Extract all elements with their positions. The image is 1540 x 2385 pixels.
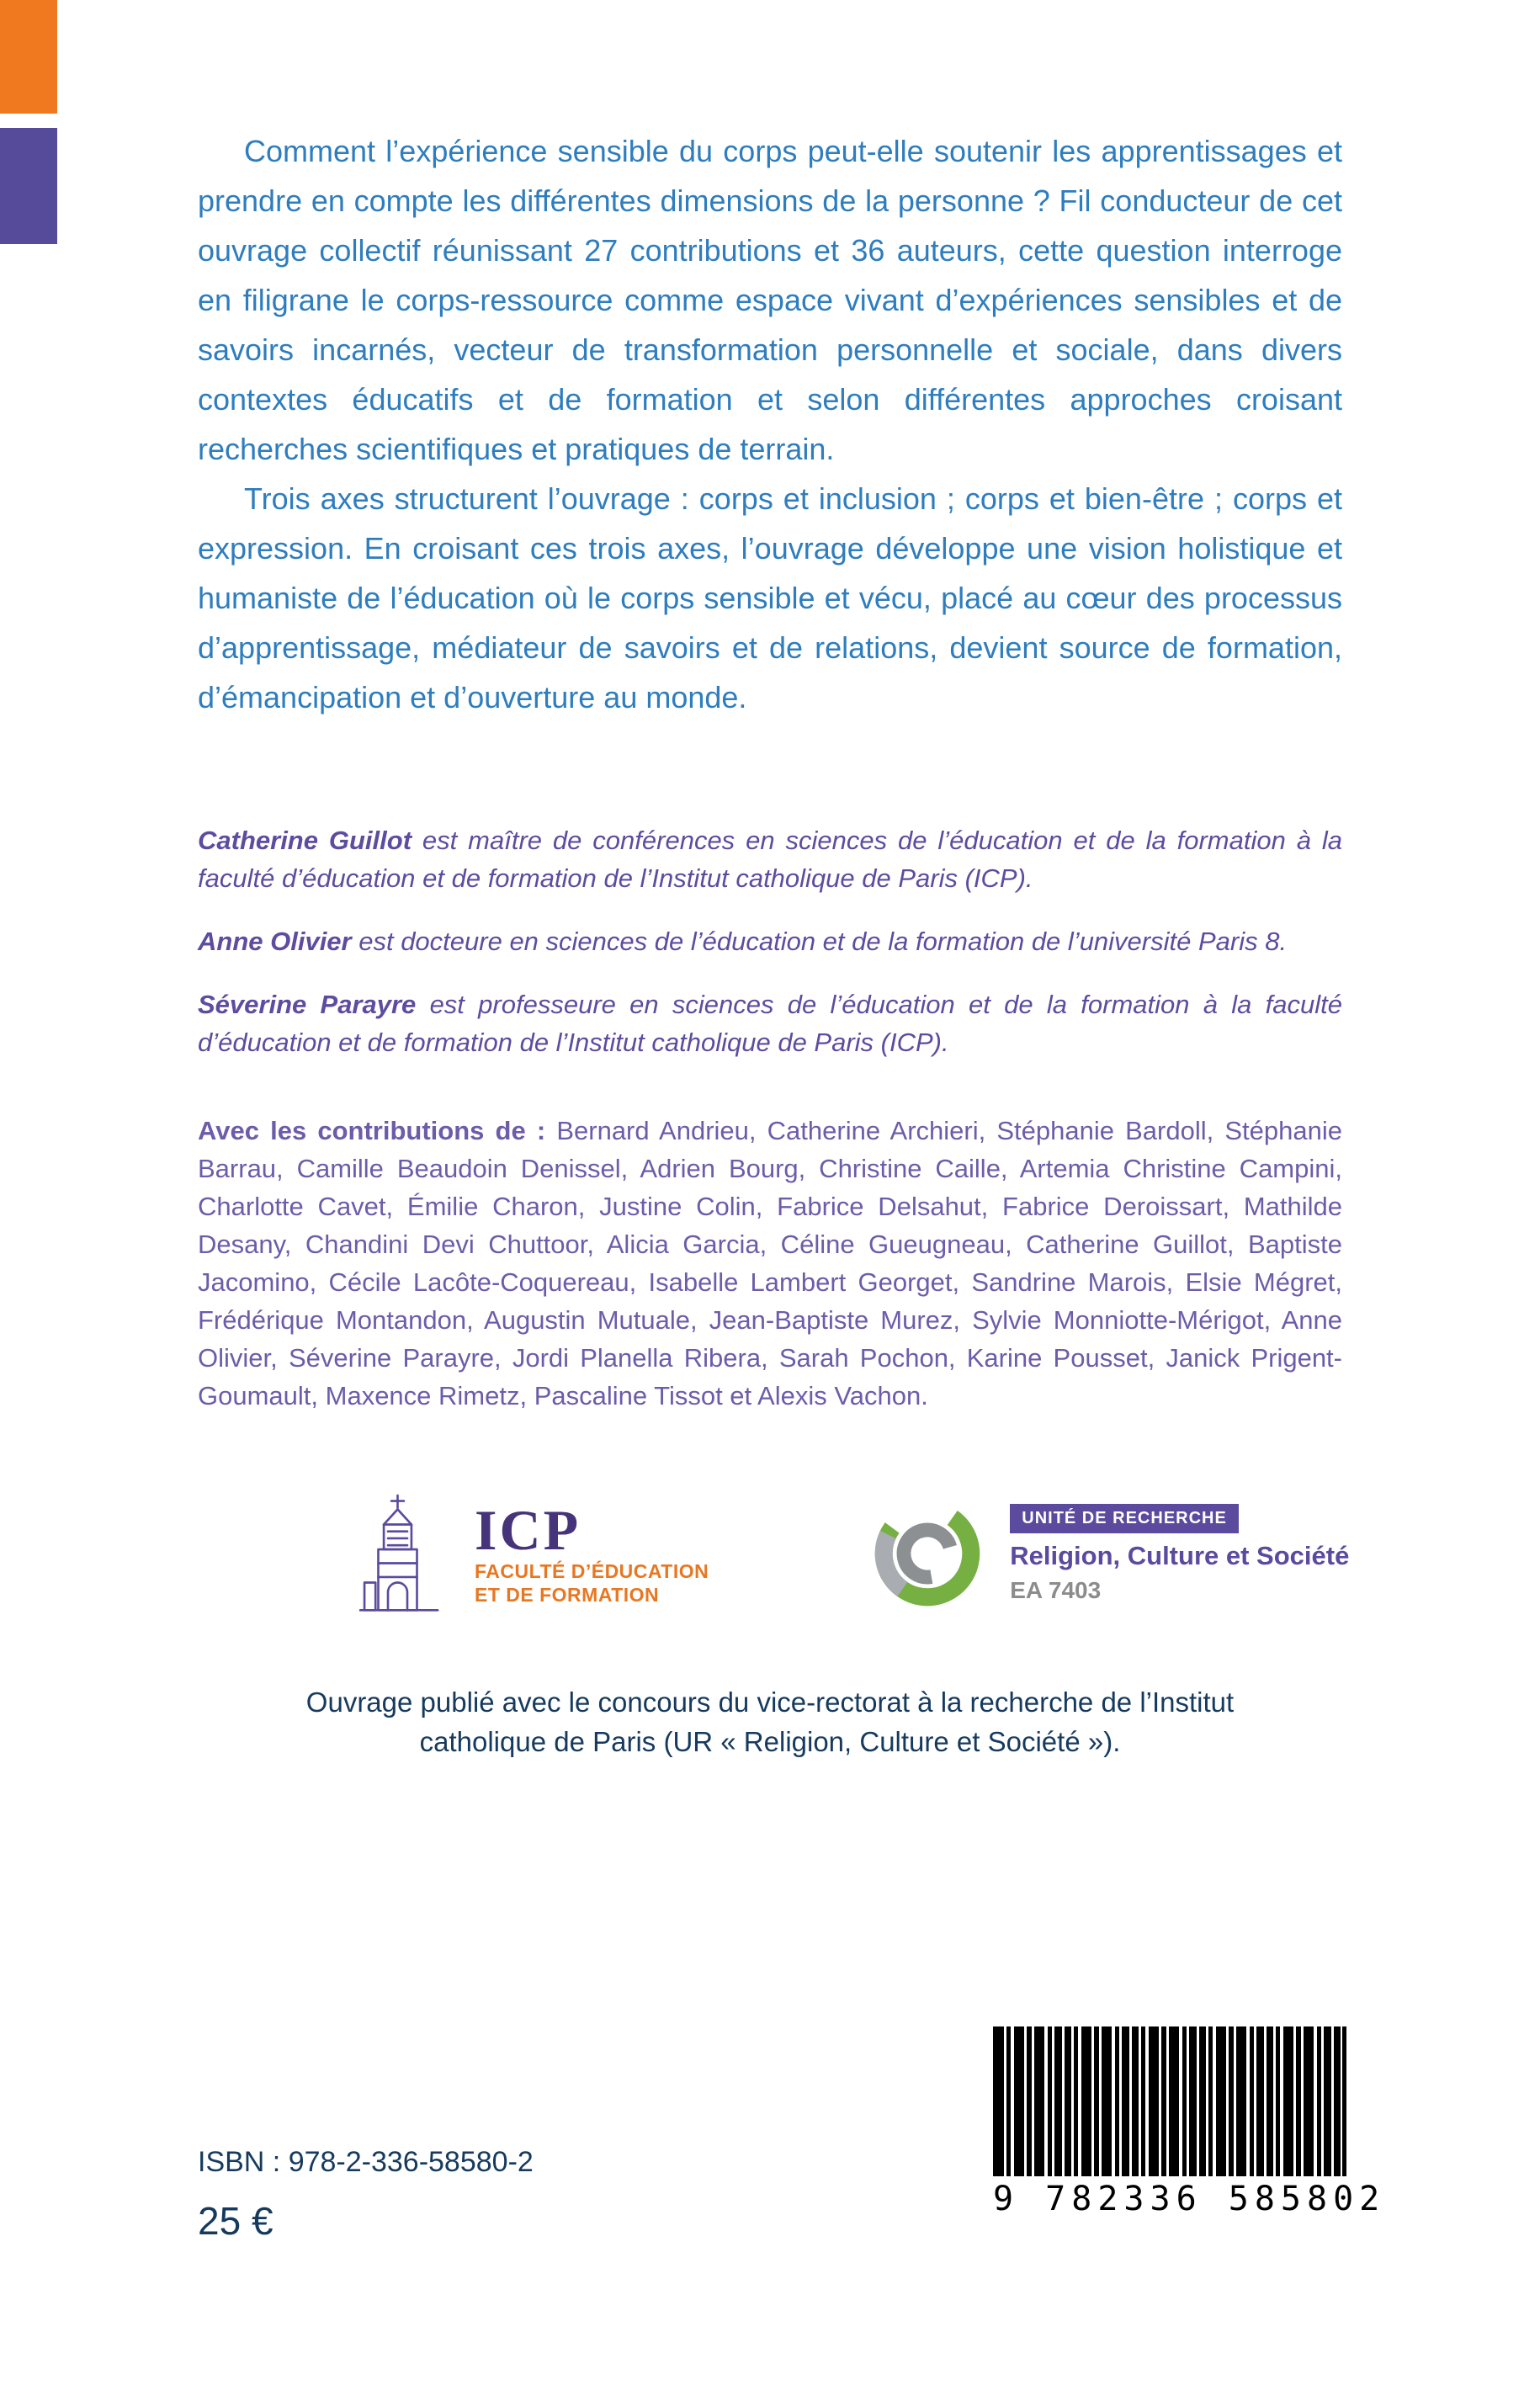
author-name: Anne Olivier [198, 927, 352, 956]
spiral-icon [868, 1495, 986, 1612]
logos-row [349, 1490, 1540, 1617]
icp-subtitle-line2: ET DE FORMATION [475, 1584, 660, 1606]
bio-anne-olivier [198, 922, 1342, 960]
publisher-note: Ouvrage publié avec le concours du vice-rectorat à la recherche de l’Institut catholique de Paris (UR « Religion, Culture et Société »). [305, 1686, 1235, 1757]
icp-subtitle-line1: FACULTÉ D’ÉDUCATION [475, 1560, 709, 1582]
research-unit-title: Religion, Culture et Société [1010, 1540, 1350, 1570]
spine-purple-block [0, 128, 57, 244]
contributors-paragraph [198, 1112, 1342, 1415]
spine-orange-block [0, 0, 57, 114]
isbn: ISBN : 978-2-336-58580-2 [198, 2146, 534, 2178]
author-name: Séverine Parayre [198, 990, 417, 1019]
synopsis-paragraph-2: Trois axes structurent l’ouvrage : corps et inclusion ; corps et bien-être ; corps et expression. En croisant ces trois axes, l’ouvrage développe une vision holistique et humaniste de l’éducation où le corps sensible et vécu, placé au cœur des processus d’apprentissage, médiateur de savoirs et de relations, devient source de formation, d’émancipation et d’ouverture au monde. [198, 481, 1342, 714]
barcode-bars [993, 2026, 1346, 2176]
bio-text: est maître de conférences en sciences de l’éducation et de la formation à la faculté d’éducation et de formation de l’Institut catholique de Paris (ICP). [198, 826, 1342, 893]
author-bios [198, 821, 1342, 1061]
icp-tower-icon [349, 1490, 446, 1617]
research-unit-text [1010, 1504, 1349, 1604]
bio-text: est professeure en sciences de l’éducation et de la formation à la faculté d’éducation et de formation de l’Institut catholique de Paris (ICP). [198, 990, 1343, 1057]
research-unit-logo [868, 1495, 1349, 1612]
synopsis-paragraph-1: Comment l’expérience sensible du corps peut-elle soutenir les apprentissages et prendre en compte les différentes dimensions de la personne ? Fil conducteur de cet ouvrage collectif réunissant 27 contributions et 36 auteurs, cette question interroge en filigrane le corps-ressource comme espace vivant d’expériences sensibles et de savoirs incarnés, vecteur de transformation personnelle et sociale, dans divers contextes éducatifs et de formation et selon différentes approches croisant recherches scientifiques et pratiques de terrain. [198, 134, 1342, 466]
bio-text: est docteure en sciences de l’éducation et de la formation de l’université Paris 8. [351, 927, 1288, 956]
author-name: Catherine Guillot [198, 826, 412, 855]
bio-catherine-guillot [198, 821, 1342, 897]
icp-wordmark [475, 1498, 709, 1607]
bio-severine-parayre [198, 985, 1342, 1061]
research-unit-code: EA 7403 [1010, 1576, 1102, 1603]
contributors-names: Bernard Andrieu, Catherine Archieri, Stéphanie Bardoll, Stéphanie Barrau, Camille Beaudoin Denissel, Adrien Bourg, Christine Caille, Artemia Christine Campini, Charlotte Cavet, Émilie Charon, Justine Colin, Fabrice Delsahut, Fabrice Deroissart, Mathilde Desany, Chandini Devi Chuttoor, Alicia Garcia, Céline Gueugneau, Catherine Guillot, Baptiste Jacomino, Cécile Lacôte-Coquereau, Isabelle Lambert Georget, Sandrine Marois, Elsie Mégret, Frédérique Montandon, Augustin Mutuale, Jean-Baptiste Murez, Sylvie Monniotte-Mérigot, Anne Olivier, Séverine Parayre, Jordi Planella Ribera, Sarah Pochon, Karine Pousset, Janick Prigent-Goumault, Maxence Rimetz, Pascaline Tissot et Alexis Vachon. [198, 1116, 1343, 1410]
icp-name: ICP [475, 1498, 581, 1562]
price: 25 € [198, 2199, 273, 2243]
icp-logo [349, 1490, 709, 1617]
barcode-number: 9 782336 585802 [993, 2180, 1386, 2218]
barcode [993, 2026, 1386, 2218]
research-unit-badge: UNITÉ DE RECHERCHE [1010, 1504, 1239, 1533]
synopsis [0, 0, 1540, 722]
contributors-label: Avec les contributions de : [198, 1116, 546, 1145]
